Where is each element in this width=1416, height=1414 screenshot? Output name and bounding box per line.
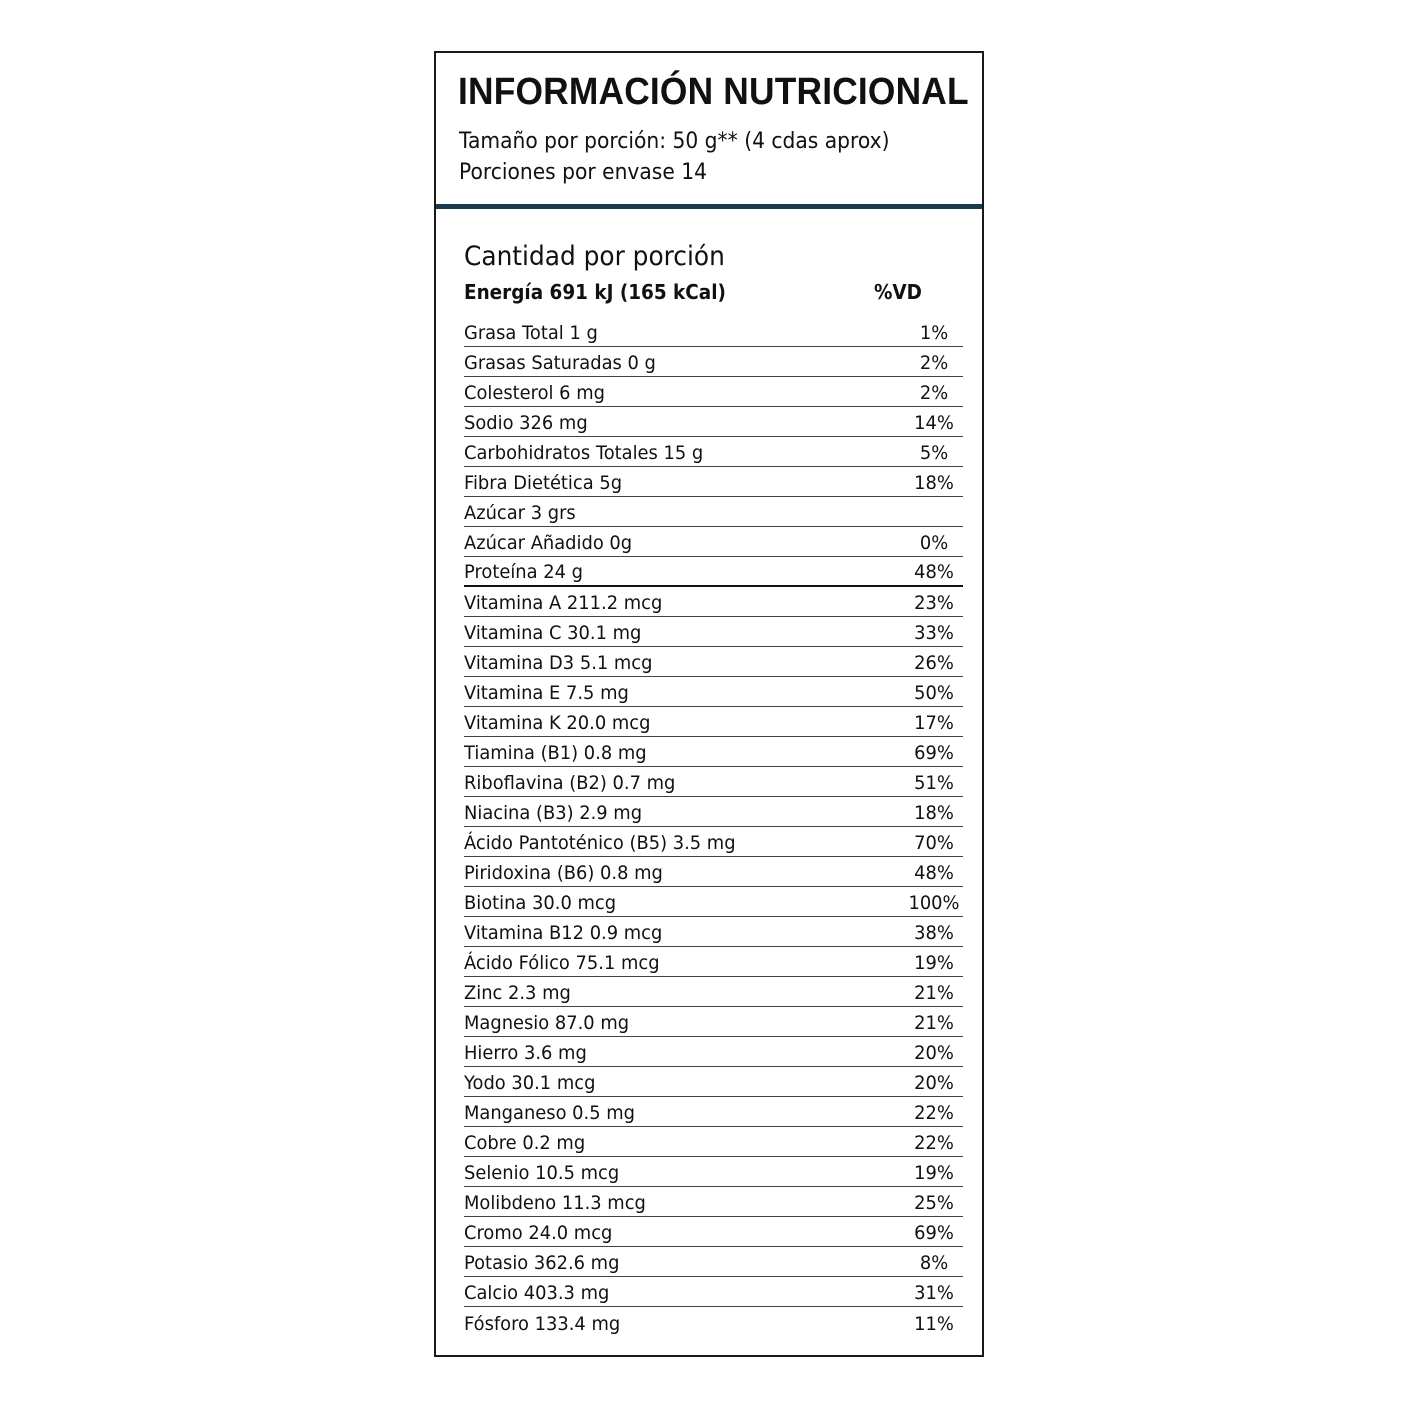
- nutrient-dv: 22%: [914, 1132, 954, 1154]
- nutrient-dv: 17%: [914, 712, 954, 734]
- nutrient-row: [464, 587, 963, 617]
- nutrient-table: [464, 317, 963, 1337]
- nutrient-row: [464, 1127, 963, 1157]
- nutrient-row: [464, 617, 963, 647]
- nutrient-name: Colesterol 6 mg: [464, 382, 605, 404]
- header-divider: [436, 204, 982, 209]
- nutrient-name: Ácido Pantoténico (B5) 3.5 mg: [464, 832, 736, 854]
- nutrient-row: [464, 857, 963, 887]
- nutrient-dv: 50%: [914, 682, 954, 704]
- nutrient-row: [464, 407, 963, 437]
- nutrient-dv: 20%: [914, 1042, 954, 1064]
- nutrient-row: [464, 497, 963, 527]
- nutrient-dv: 31%: [914, 1282, 954, 1304]
- nutrient-name: Proteína 24 g: [464, 561, 583, 583]
- nutrient-dv: 19%: [914, 1162, 954, 1184]
- nutrient-name: Calcio 403.3 mg: [464, 1282, 610, 1304]
- servings-per-container: Porciones por envase 14: [459, 160, 707, 185]
- nutrient-row: [464, 977, 963, 1007]
- nutrient-dv: 11%: [914, 1313, 954, 1335]
- nutrient-dv: 18%: [914, 472, 954, 494]
- nutrient-row: [464, 437, 963, 467]
- nutrient-dv: 51%: [914, 772, 954, 794]
- nutrient-name: Azúcar Añadido 0g: [464, 532, 633, 554]
- nutrient-name: Riboflavina (B2) 0.7 mg: [464, 772, 676, 794]
- nutrient-dv: 48%: [914, 561, 954, 583]
- nutrient-name: Vitamina K 20.0 mcg: [464, 712, 651, 734]
- nutrient-dv: 33%: [914, 622, 954, 644]
- nutrient-name: Cromo 24.0 mcg: [464, 1222, 613, 1244]
- nutrient-dv: 100%: [908, 892, 960, 914]
- nutrient-dv: 8%: [919, 1252, 949, 1274]
- nutrient-name: Niacina (B3) 2.9 mg: [464, 802, 643, 824]
- nutrient-row: [464, 827, 963, 857]
- nutrient-row: [464, 347, 963, 377]
- nutrient-name: Fósforo 133.4 mg: [464, 1313, 621, 1335]
- nutrient-dv: 26%: [914, 652, 954, 674]
- energy-value: Energía 691 kJ (165 kCal): [464, 280, 726, 304]
- nutrient-row: [464, 1037, 963, 1067]
- nutrient-row: [464, 1157, 963, 1187]
- nutrient-name: Magnesio 87.0 mg: [464, 1012, 630, 1034]
- nutrient-name: Vitamina D3 5.1 mcg: [464, 652, 653, 674]
- nutrient-name: Fibra Dietética 5g: [464, 472, 623, 494]
- nutrient-row: [464, 767, 963, 797]
- nutrient-row: [464, 1187, 963, 1217]
- nutrient-name: Vitamina A 211.2 mcg: [464, 592, 663, 614]
- nutrient-dv: 69%: [914, 742, 954, 764]
- serving-size: Tamaño por porción: 50 g** (4 cdas aprox): [459, 129, 890, 154]
- nutrient-name: Ácido Fólico 75.1 mcg: [464, 952, 660, 974]
- nutrient-dv: 25%: [914, 1192, 954, 1214]
- nutrient-name: Hierro 3.6 mg: [464, 1042, 587, 1064]
- nutrient-name: Zinc 2.3 mg: [464, 982, 571, 1004]
- nutrient-name: Potasio 362.6 mg: [464, 1252, 620, 1274]
- nutrient-dv: 69%: [914, 1222, 954, 1244]
- nutrient-name: Piridoxina (B6) 0.8 mg: [464, 862, 663, 884]
- nutrient-row: [464, 557, 963, 587]
- nutrient-name: Vitamina C 30.1 mg: [464, 622, 642, 644]
- nutrient-dv: 38%: [914, 922, 954, 944]
- nutrient-name: Azúcar 3 grs: [464, 502, 576, 524]
- nutrient-dv: 20%: [914, 1072, 954, 1094]
- nutrient-dv: 21%: [914, 1012, 954, 1034]
- nutrient-row: [464, 1277, 963, 1307]
- nutrient-row: [464, 647, 963, 677]
- nutrient-name: Grasas Saturadas 0 g: [464, 352, 656, 374]
- nutrient-dv: 23%: [914, 592, 954, 614]
- nutrient-dv: 19%: [914, 952, 954, 974]
- nutrient-row: [464, 887, 963, 917]
- nutrient-dv: 0%: [919, 532, 949, 554]
- nutrient-name: Carbohidratos Totales 15 g: [464, 442, 704, 464]
- nutrient-row: [464, 947, 963, 977]
- nutrient-row: [464, 377, 963, 407]
- nutrient-row: [464, 707, 963, 737]
- nutrient-dv: 70%: [914, 832, 954, 854]
- nutrition-label: [434, 51, 984, 1357]
- nutrient-name: Manganeso 0.5 mg: [464, 1102, 635, 1124]
- nutrient-name: Vitamina E 7.5 mg: [464, 682, 629, 704]
- nutrient-row: [464, 1007, 963, 1037]
- nutrient-row: [464, 1247, 963, 1277]
- nutrient-name: Tiamina (B1) 0.8 mg: [464, 742, 647, 764]
- nutrient-row: [464, 917, 963, 947]
- nutrient-row: [464, 1097, 963, 1127]
- amount-per-serving: Cantidad por porción: [464, 241, 725, 272]
- nutrient-name: Yodo 30.1 mcg: [464, 1072, 596, 1094]
- serving-info: [459, 126, 890, 188]
- nutrient-row: [464, 797, 963, 827]
- nutrient-name: Cobre 0.2 mg: [464, 1132, 586, 1154]
- nutrient-name: Biotina 30.0 mcg: [464, 892, 617, 914]
- nutrient-name: Molibdeno 11.3 mcg: [464, 1192, 646, 1214]
- nutrient-dv: 22%: [914, 1102, 954, 1124]
- nutrient-row: [464, 1307, 963, 1337]
- nutrient-name: Grasa Total 1 g: [464, 322, 598, 344]
- nutrient-row: [464, 737, 963, 767]
- nutrient-dv: 14%: [914, 412, 954, 434]
- nutrient-row: [464, 527, 963, 557]
- nutrient-row: [464, 1217, 963, 1247]
- nutrient-dv: 21%: [914, 982, 954, 1004]
- nutrient-dv: 18%: [914, 802, 954, 824]
- nutrient-name: Sodio 326 mg: [464, 412, 588, 434]
- dv-header: %VD: [874, 280, 922, 304]
- nutrient-name: Vitamina B12 0.9 mcg: [464, 922, 663, 944]
- nutrient-row: [464, 677, 963, 707]
- nutrient-dv: 2%: [919, 352, 949, 374]
- nutrient-row: [464, 317, 963, 347]
- nutrient-dv: 48%: [914, 862, 954, 884]
- nutrient-name: Selenio 10.5 mcg: [464, 1162, 620, 1184]
- nutrient-dv: 1%: [919, 322, 949, 344]
- nutrient-dv: 5%: [919, 442, 949, 464]
- nutrient-dv: 2%: [919, 382, 949, 404]
- nutrient-row: [464, 467, 963, 497]
- label-title: INFORMACIÓN NUTRICIONAL: [458, 71, 969, 113]
- nutrient-row: [464, 1067, 963, 1097]
